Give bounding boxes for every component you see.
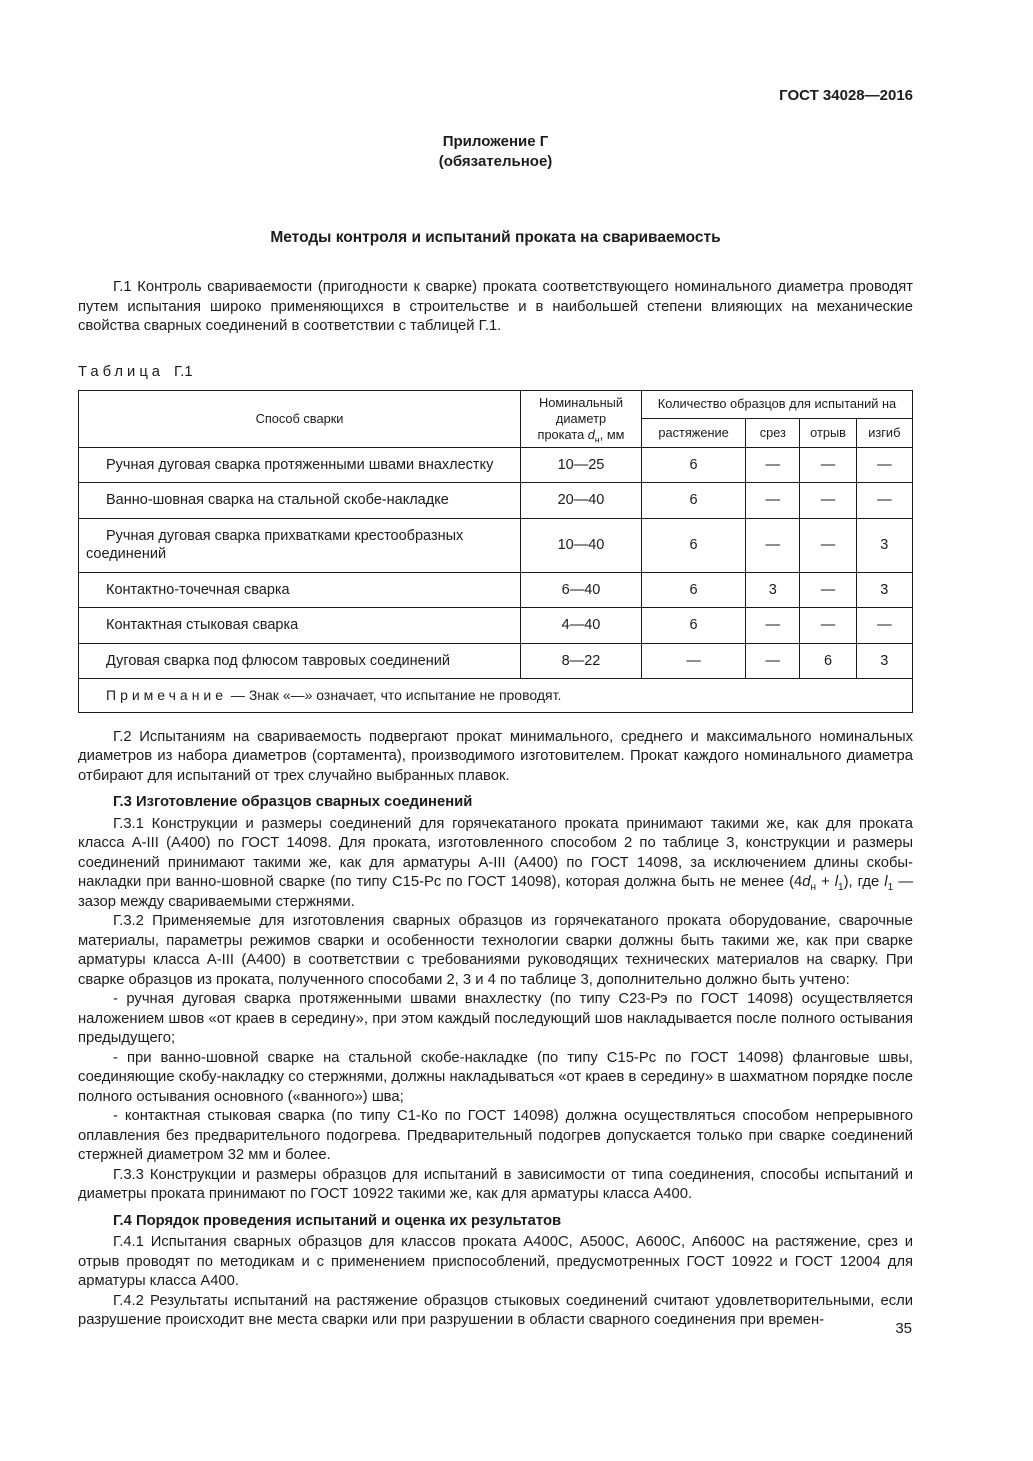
- cell-pullout: —: [800, 518, 856, 572]
- cell-method: Ванно-шовная сварка на стальной скобе-накладке: [79, 483, 521, 519]
- col-header-pullout: отрыв: [800, 419, 856, 448]
- cell-diameter: 6—40: [521, 572, 642, 608]
- appendix-block: [78, 132, 913, 172]
- cell-bend: 3: [856, 518, 912, 572]
- cell-shear: —: [746, 483, 800, 519]
- heading-g4: Г.4 Порядок проведения испытаний и оценка их результатов: [113, 1212, 562, 1229]
- paragraph-g32: Г.3.2 Применяемые для изготовления сварных образцов из горячекатаного проката оборудование, сварочные материалы, параметры режимов сварки и особенности технологии сварки должны быть такими же, как при сварке арматуры класса А-III (А400) в соответствии с требованиями руководящих технических материалов на сварку. При сварке образцов из проката, полученного способами 2, 3 и 4 по таблице 3, дополнительно должно быть учтено:: [78, 913, 913, 988]
- cell-tension: 6: [641, 572, 745, 608]
- paragraph-g1: Г.1 Контроль свариваемости (пригодности к сварке) проката соответствующего номинального диаметра проводят путем испытания широко применяющихся в строительстве и в наибольшей степени влияющих на механические свойства сварных соединений в соответствии с таблицей Г.1.: [78, 279, 913, 334]
- cell-shear: —: [746, 518, 800, 572]
- cell-tension: 6: [641, 447, 745, 483]
- cell-tension: 6: [641, 608, 745, 644]
- cell-pullout: —: [800, 483, 856, 519]
- cell-bend: 3: [856, 572, 912, 608]
- table-caption-label: Таблица: [78, 363, 165, 380]
- diameter-line-3: проката $d_н$, мм: [537, 426, 625, 445]
- list-item-bath-seam: - при ванно-шовной сварке на стальной скобе-накладке (по типу С15-Рс по ГОСТ 14098) фланговые швы, соединяющие скобу-накладку со стержнями, должны накладываться «от краев в середину» в шахматном порядке после полного остывания основного («ванного») шва;: [78, 1049, 913, 1105]
- paragraph-g31: Г.3.1 Конструкции и размеры соединений для горячекатаного проката принимают такими же, как для проката класса А-III (А400) по ГОСТ 14098. Для проката, изготовленного способом 2 по таблице 3, конструкции и размеры соединений принимают такими же, как для арматуры А-III (А400) по ГОСТ 14098, за исключением длины скобы-накладки при ванно-шовной сварке (по типу С15-Рс по ГОСТ 14098), которая должна быть не менее $(4d_н + l_1)$, где $l_1$ — зазор между свариваемыми стержнями.: [78, 815, 913, 910]
- cell-pullout: —: [800, 447, 856, 483]
- list-item-manual-arc: - ручная дуговая сварка протяженными швами внахлестку (по типу С23-Рэ по ГОСТ 14098) осуществляется наложением швов «от краев в середину», при этом каждый последующий шов накладывается после полного остывания предыдущего;: [78, 991, 913, 1046]
- cell-bend: —: [856, 447, 912, 483]
- welding-methods-table: [78, 390, 913, 713]
- col-header-diameter: [521, 390, 642, 447]
- table-caption-number: Г.1: [174, 363, 193, 380]
- cell-shear: —: [746, 643, 800, 679]
- cell-tension: 6: [641, 518, 745, 572]
- cell-pullout: —: [800, 572, 856, 608]
- page-number: 35: [895, 1320, 912, 1337]
- cell-pullout: 6: [800, 643, 856, 679]
- cell-diameter: 10—25: [521, 447, 642, 483]
- appendix-title: Приложение Г: [442, 133, 549, 150]
- cell-shear: 3: [746, 572, 800, 608]
- table-row: [79, 572, 913, 608]
- page-title: Методы контроля и испытаний проката на свариваемость: [270, 229, 721, 246]
- appendix-subtitle: (обязательное): [438, 153, 553, 170]
- diameter-line-1: Номинальный: [538, 394, 624, 410]
- paragraph-g2: Г.2 Испытаниям на свариваемость подвергают прокат минимального, среднего и максимального номинальных диаметров из набора диаметров (сортамента), производимого изготовителем. Прокат каждого номинального диаметра отбирают для испытаний от трех случайно выбранных плавок.: [78, 728, 913, 784]
- note-text: — Знак «—» означает, что испытание не проводят.: [227, 687, 562, 703]
- table-caption: [78, 363, 913, 382]
- cell-diameter: 20—40: [521, 483, 642, 519]
- cell-pullout: —: [800, 608, 856, 644]
- col-header-bend: изгиб: [856, 419, 912, 448]
- heading-g3: Г.3 Изготовление образцов сварных соединений: [113, 794, 473, 810]
- table-row: [79, 643, 913, 679]
- paragraph-g41: Г.4.1 Испытания сварных образцов для классов проката А400С, А500С, А600С, Ап600С на растяжение, срез и отрыв проводят по методикам и с применением приспособлений, предусмотренных ГОСТ 10922 и ГОСТ 12004 для арматуры класса А400.: [78, 1234, 913, 1289]
- table-row: [79, 483, 913, 519]
- cell-tension: 6: [641, 483, 745, 519]
- list-item-contact-butt: - контактная стыковая сварка (по типу С1-Ко по ГОСТ 14098) должна осуществляться способом непрерывного оплавления без предварительного подогрева. Предварительный подогрев допускается только при сварке соединений стержней диаметром 32 мм и более.: [78, 1108, 913, 1163]
- cell-shear: —: [746, 447, 800, 483]
- cell-method: Ручная дуговая сварка протяженными швами внахлестку: [79, 447, 521, 483]
- cell-diameter: 10—40: [521, 518, 642, 572]
- note-label: Примечание: [106, 687, 228, 703]
- table-row: [79, 518, 913, 572]
- cell-method: Ручная дуговая сварка прихватками крестообразных соединений: [79, 518, 521, 572]
- paragraph-g42: Г.4.2 Результаты испытаний на растяжение образцов стыковых соединений считают удовлетворительными, если разрушение происходит вне места сварки или при разрушении в области сварного соединения при времен-: [78, 1292, 913, 1328]
- table-row: [79, 608, 913, 644]
- table-note-row: [79, 679, 913, 713]
- cell-method: Контактная стыковая сварка: [79, 608, 521, 644]
- cell-bend: —: [856, 483, 912, 519]
- col-header-tension: растяжение: [641, 419, 745, 448]
- cell-tension: —: [641, 643, 745, 679]
- table-row: [79, 447, 913, 483]
- cell-method: Дуговая сварка под флюсом тавровых соединений: [79, 643, 521, 679]
- col-header-method: Способ сварки: [79, 390, 521, 447]
- col-header-shear: срез: [746, 419, 800, 448]
- col-group-quantity: Количество образцов для испытаний на: [641, 390, 912, 419]
- cell-method: Контактно-точечная сварка: [79, 572, 521, 608]
- cell-diameter: 8—22: [521, 643, 642, 679]
- doc-number: ГОСТ 34028—2016: [779, 87, 913, 104]
- diameter-line-2: диаметр: [555, 410, 607, 426]
- cell-shear: —: [746, 608, 800, 644]
- cell-bend: 3: [856, 643, 912, 679]
- table-note: [79, 679, 913, 713]
- cell-diameter: 4—40: [521, 608, 642, 644]
- paragraph-g33: Г.3.3 Конструкции и размеры образцов для испытаний в зависимости от типа соединения, способы испытаний и диаметры проката принимают по ГОСТ 10922 такими же, как для арматуры класса А400.: [78, 1166, 913, 1202]
- table-header-row-1: [79, 390, 913, 419]
- cell-bend: —: [856, 608, 912, 644]
